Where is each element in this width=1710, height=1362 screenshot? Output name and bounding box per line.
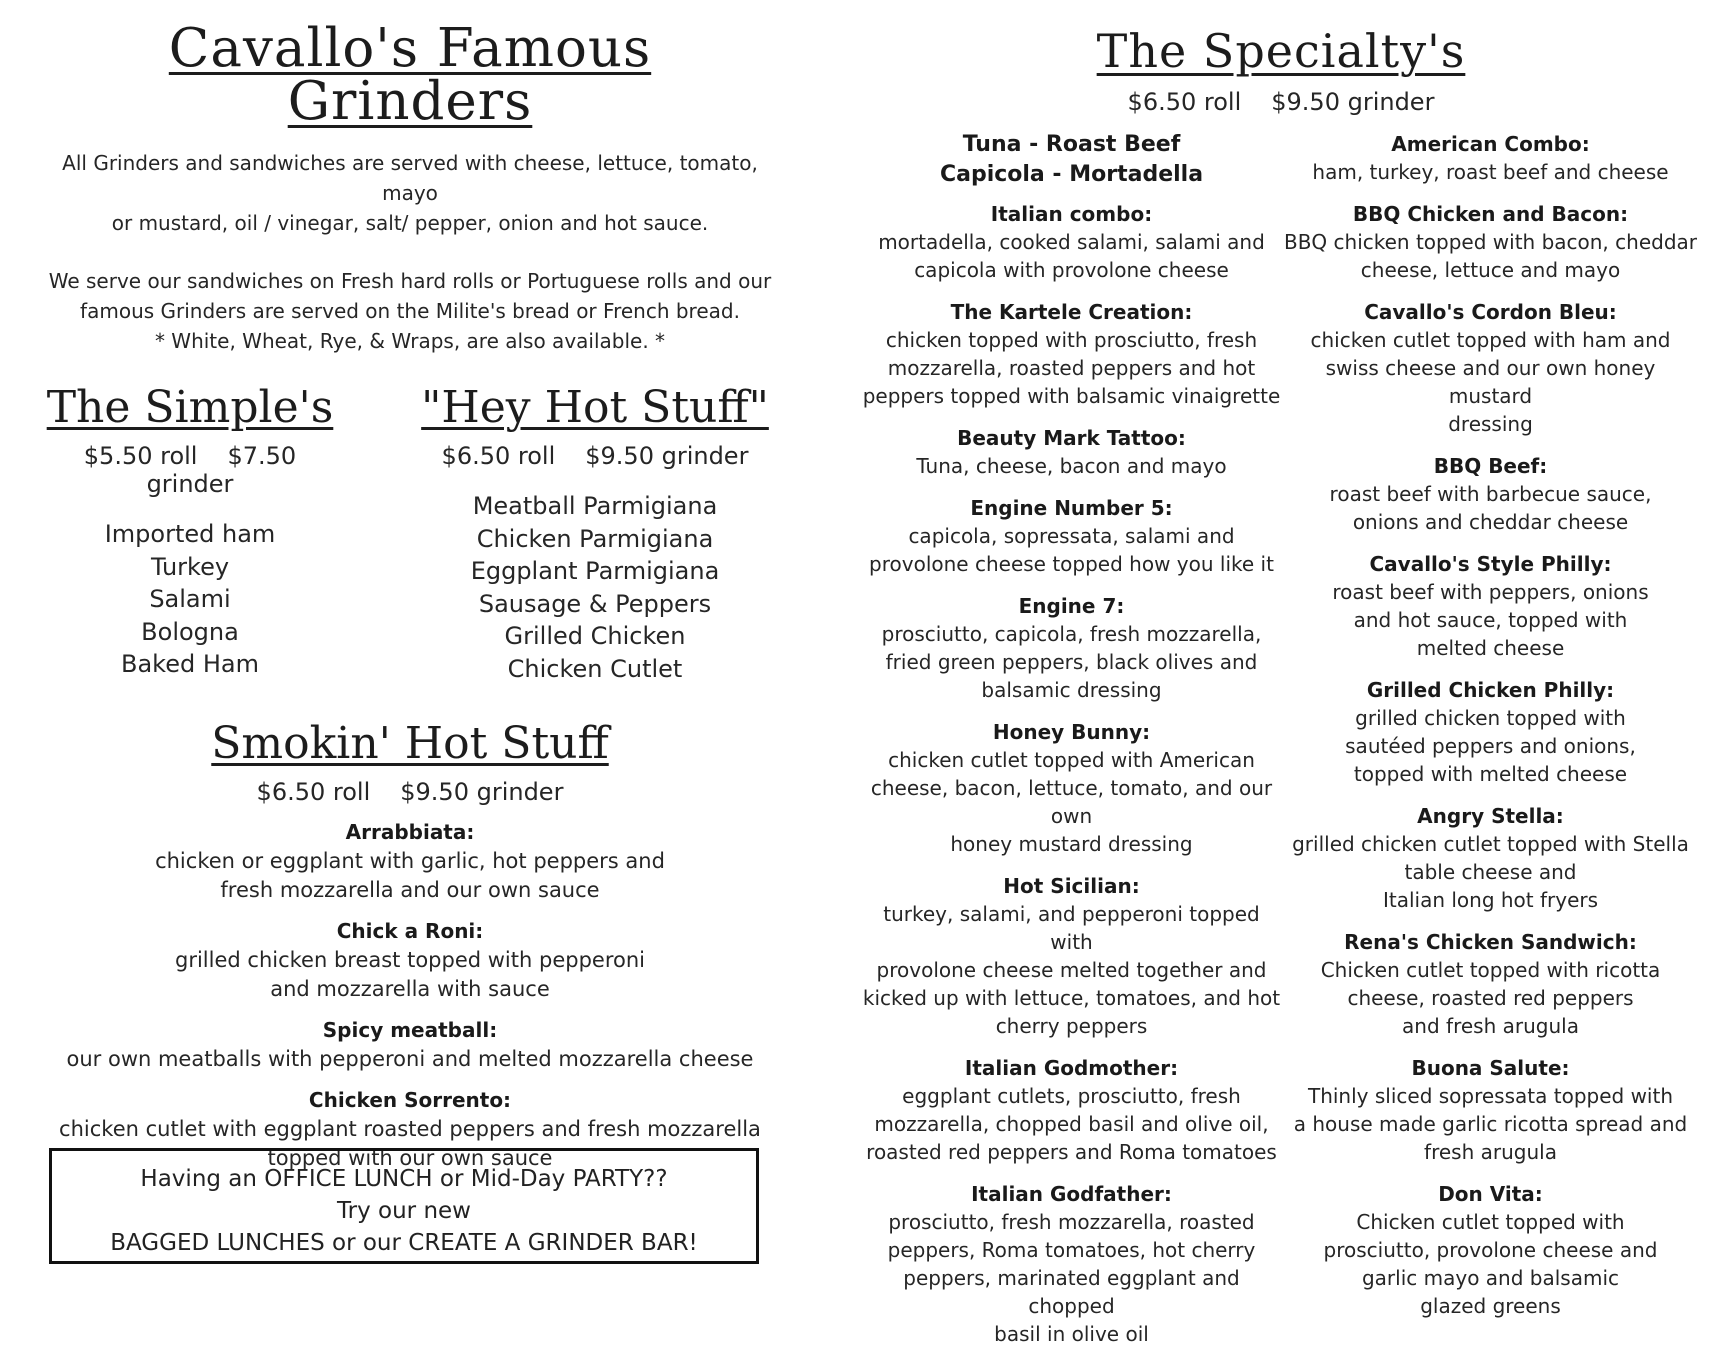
specialty-item xyxy=(1281,1054,1700,1166)
specialty-item xyxy=(1281,130,1700,186)
specialty-item-description: garlic mayo and balsamic xyxy=(1361,1266,1619,1290)
specialty-item-name: American Combo: xyxy=(1391,132,1590,156)
menu-item-description: chicken cutlet with eggplant roasted peppers and fresh mozzarella xyxy=(59,1117,761,1141)
specialty-item-description: peppers, marinated eggplant and chopped xyxy=(903,1266,1240,1318)
intro-line: All Grinders and sandwiches are served with cheese, lettuce, tomato, mayo xyxy=(62,151,758,205)
intro-line: famous Grinders are served on the Milite's bread or French bread. xyxy=(80,299,740,323)
menu-item-description: our own meatballs with pepperoni and melted mozzarella cheese xyxy=(66,1047,754,1071)
basic-specialty-options xyxy=(862,130,1281,190)
specialty-item-name: BBQ Beef: xyxy=(1433,454,1548,478)
specialty-item-description: sautéed peppers and onions, xyxy=(1345,734,1636,758)
specialty-item-description: grilled chicken topped with xyxy=(1355,706,1626,730)
specialty-item-description: prosciutto, capicola, fresh mozzarella, xyxy=(881,622,1262,646)
specialty-item-name: Hot Sicilian: xyxy=(1003,874,1140,898)
specialty-item xyxy=(1281,1180,1700,1320)
specialty-item-description: chicken cutlet topped with ham and xyxy=(1310,328,1671,352)
simples-item-list xyxy=(40,518,340,681)
specialty-item xyxy=(862,1054,1281,1166)
menu-item xyxy=(40,917,780,1004)
specialty-item-description: onions and cheddar cheese xyxy=(1352,510,1629,534)
specialty-item xyxy=(862,424,1281,480)
specialty-item-description: a house made garlic ricotta spread and xyxy=(1293,1112,1688,1136)
specialty-item-name: Honey Bunny: xyxy=(992,720,1151,744)
specialty-column xyxy=(862,0,1700,1362)
specialty-item xyxy=(1281,200,1700,284)
specialty-item-description: turkey, salami, and pepperoni topped with xyxy=(883,902,1260,954)
specialty-right-list xyxy=(1281,130,1700,1362)
promo-line: Try our new xyxy=(336,1198,471,1224)
menu-item xyxy=(40,1016,780,1074)
specialty-item xyxy=(862,200,1281,284)
menu-item-description: topped with our own sauce xyxy=(267,1146,553,1170)
specialty-item-description: Thinly sliced sopressata topped with xyxy=(1307,1084,1673,1108)
specialty-item-description: ham, turkey, roast beef and cheese xyxy=(1312,160,1669,184)
specialty-prices xyxy=(862,88,1700,116)
specialty-item-description: fried green peppers, black olives and xyxy=(885,650,1258,674)
specialty-item-description: BBQ chicken topped with bacon, cheddar xyxy=(1283,230,1697,254)
specialty-item-name: Italian Godfather: xyxy=(971,1182,1172,1206)
roll-price: $6.50 roll xyxy=(1127,88,1242,116)
specialty-item-description: cheese, roasted red peppers xyxy=(1347,986,1634,1010)
specialty-item xyxy=(862,1180,1281,1348)
specialty-item-description: prosciutto, fresh mozzarella, roasted xyxy=(888,1210,1255,1234)
specialty-item-name: Buona Salute: xyxy=(1411,1056,1570,1080)
specialty-item-description: glazed greens xyxy=(1420,1294,1561,1318)
specialty-item-name: Grilled Chicken Philly: xyxy=(1366,678,1615,702)
promo-line: Having an OFFICE LUNCH or Mid-Day PARTY?? xyxy=(140,1166,668,1192)
specialty-item-description: chicken topped with prosciutto, fresh xyxy=(885,328,1258,352)
roll-price: $6.50 roll xyxy=(256,778,371,806)
specialty-item-description: Italian long hot fryers xyxy=(1382,888,1599,912)
specialty-item-description: cherry peppers xyxy=(995,1014,1148,1038)
specialty-item-description: capicola, sopressata, salami and xyxy=(908,524,1235,548)
menu-item-name: Chicken Sorrento: xyxy=(308,1088,512,1112)
menu-item-name: Spicy meatball: xyxy=(322,1018,498,1042)
specialty-item xyxy=(862,494,1281,578)
specialty-item-description: eggplant cutlets, prosciutto, fresh xyxy=(902,1084,1241,1108)
specialty-item xyxy=(862,592,1281,704)
menu-item-description: and mozzarella with sauce xyxy=(270,977,550,1001)
specialty-item xyxy=(1281,928,1700,1040)
menu-item: Eggplant Parmigiana xyxy=(470,557,720,585)
specialty-item-description: basil in olive oil xyxy=(994,1322,1149,1346)
menu-item: Baked Ham xyxy=(121,650,259,678)
smokin-prices xyxy=(40,778,780,806)
specialty-item xyxy=(1281,452,1700,536)
specialty-item xyxy=(1281,802,1700,914)
specialty-item-name: Angry Stella: xyxy=(1417,804,1564,828)
basic-line: Capicola - Mortadella xyxy=(939,162,1204,187)
menu-item: Chicken Parmigiana xyxy=(476,524,714,553)
menu-item: Turkey xyxy=(150,552,230,581)
specialty-item-description: cheese, bacon, lettuce, tomato, and our own xyxy=(870,776,1273,828)
specialty-item xyxy=(862,872,1281,1040)
simples-prices xyxy=(40,442,340,498)
intro-line: We serve our sandwiches on Fresh hard rolls or Portuguese rolls and our xyxy=(48,269,772,293)
specialty-item-description: swiss cheese and our own honey mustard xyxy=(1325,356,1656,408)
specialty-item-description: topped with melted cheese xyxy=(1353,762,1628,786)
specialty-item-description: melted cheese xyxy=(1416,636,1565,660)
menu-item: Bologna xyxy=(141,617,239,646)
specialty-item-description: and fresh arugula xyxy=(1402,1014,1579,1038)
specialty-item-name: Cavallo's Cordon Bleu: xyxy=(1364,300,1617,324)
specialty-left-list xyxy=(862,130,1281,1362)
specialty-item-name: Italian combo: xyxy=(990,202,1153,226)
promo-line: BAGGED LUNCHES or our CREATE A GRINDER BAR! xyxy=(110,1230,698,1256)
specialty-item-name: Engine Number 5: xyxy=(970,496,1173,520)
simples-title: The Simple's xyxy=(46,382,334,433)
specialty-item-description: mozzarella, roasted peppers and hot xyxy=(887,356,1256,380)
specialty-item-description: kicked up with lettuce, tomatoes, and hot xyxy=(862,986,1281,1010)
menu-item: Chicken Cutlet xyxy=(507,654,683,683)
menu-item-name: Chick a Roni: xyxy=(336,919,484,943)
grinder-price: $9.50 grinder xyxy=(400,778,564,806)
menu-item: Imported ham xyxy=(104,520,276,548)
specialty-item-description: provolone cheese topped how you like it xyxy=(869,552,1274,576)
specialty-item-description: capicola with provolone cheese xyxy=(914,258,1229,282)
specialty-item-description: grilled chicken cutlet topped with Stella xyxy=(1292,832,1689,856)
left-menu-column xyxy=(40,0,780,1185)
specialty-item-name: The Kartele Creation: xyxy=(950,300,1193,324)
specialty-item-description: peppers topped with balsamic vinaigrette xyxy=(862,384,1281,408)
specialty-item xyxy=(1281,298,1700,438)
hey-hot-stuff-prices xyxy=(410,442,780,470)
specialty-item-description: provolone cheese melted together and xyxy=(876,958,1267,982)
specialty-item-name: Engine 7: xyxy=(1018,594,1125,618)
menu-item: Sausage & Peppers xyxy=(478,589,712,618)
menu-title: Cavallo's Famous Grinders xyxy=(168,18,652,132)
specialty-item-description: balsamic dressing xyxy=(981,678,1162,702)
specialty-item-name: Don Vita: xyxy=(1438,1182,1543,1206)
menu-item-description: chicken or eggplant with garlic, hot peppers and xyxy=(155,849,665,873)
grinder-price: $9.50 grinder xyxy=(585,442,749,470)
intro-line: or mustard, oil / vinegar, salt/ pepper, onion and hot sauce. xyxy=(111,211,709,235)
hey-hot-stuff-title: "Hey Hot Stuff" xyxy=(421,382,769,433)
specialty-item-description: peppers, Roma tomatoes, hot cherry xyxy=(887,1238,1256,1262)
specialty-item-description: and hot sauce, topped with xyxy=(1353,608,1628,632)
specialty-item-name: Italian Godmother: xyxy=(964,1056,1179,1080)
specialty-item-description: table cheese and xyxy=(1404,860,1577,884)
smokin-hot-stuff-section xyxy=(40,718,780,1173)
menu-item-description: grilled chicken breast topped with pepperoni xyxy=(175,948,645,972)
specialty-item-description: roasted red peppers and Roma tomatoes xyxy=(866,1140,1277,1164)
specialty-item-description: roast beef with barbecue sauce, xyxy=(1329,482,1652,506)
specialty-item-name: Cavallo's Style Philly: xyxy=(1369,552,1612,576)
simples-section xyxy=(40,382,340,681)
specialty-item-description: mozzarella, chopped basil and olive oil, xyxy=(874,1112,1269,1136)
specialty-item-description: fresh arugula xyxy=(1424,1140,1557,1164)
specialty-item-description: chicken cutlet topped with American xyxy=(888,748,1255,772)
smokin-item-list xyxy=(40,818,780,1173)
specialty-item xyxy=(1281,550,1700,662)
specialty-item-description: dressing xyxy=(1448,412,1533,436)
hey-hot-stuff-section xyxy=(410,382,780,685)
smokin-hot-stuff-title: Smokin' Hot Stuff xyxy=(211,718,609,769)
specialty-item xyxy=(862,298,1281,410)
menu-item-name: Arrabbiata: xyxy=(345,820,475,844)
menu-item: Grilled Chicken xyxy=(504,622,686,650)
specialty-item-description: mortadella, cooked salami, salami and xyxy=(878,230,1265,254)
specialty-item-description: honey mustard dressing xyxy=(950,832,1193,856)
specialty-item-name: BBQ Chicken and Bacon: xyxy=(1352,202,1629,226)
basic-line: Tuna - Roast Beef xyxy=(962,132,1181,157)
specialty-item-description: roast beef with peppers, onions xyxy=(1332,580,1649,604)
intro-line: * White, Wheat, Rye, & Wraps, are also available. * xyxy=(154,329,666,353)
roll-price: $5.50 roll xyxy=(83,442,198,470)
specialty-grid xyxy=(862,130,1700,1362)
specialty-item-description: Chicken cutlet topped with xyxy=(1356,1210,1625,1234)
intro-serving-notes xyxy=(40,148,780,238)
simple-and-hot-sections xyxy=(40,382,780,716)
specialty-item xyxy=(1281,676,1700,788)
intro-bread-notes xyxy=(40,266,780,356)
specialty-title: The Specialty's xyxy=(1096,24,1466,78)
hey-hot-stuff-item-list xyxy=(410,490,780,685)
specialty-item xyxy=(862,718,1281,858)
grinder-price: $9.50 grinder xyxy=(1271,88,1435,116)
specialty-item-description: Chicken cutlet topped with ricotta xyxy=(1320,958,1661,982)
specialty-item-description: prosciutto, provolone cheese and xyxy=(1323,1238,1658,1262)
grinder-price: $7.50 grinder xyxy=(146,442,297,498)
specialty-item-description: cheese, lettuce and mayo xyxy=(1360,258,1621,282)
menu-item-description: fresh mozzarella and our own sauce xyxy=(220,878,600,902)
specialty-item-name: Beauty Mark Tattoo: xyxy=(957,426,1186,450)
office-lunch-promo-box xyxy=(49,1148,759,1264)
specialty-item-description: Tuna, cheese, bacon and mayo xyxy=(916,454,1227,478)
specialty-item-name: Rena's Chicken Sandwich: xyxy=(1344,930,1637,954)
roll-price: $6.50 roll xyxy=(441,442,556,470)
menu-item: Meatball Parmigiana xyxy=(472,492,718,520)
menu-item xyxy=(40,818,780,905)
menu-item: Salami xyxy=(149,585,231,613)
